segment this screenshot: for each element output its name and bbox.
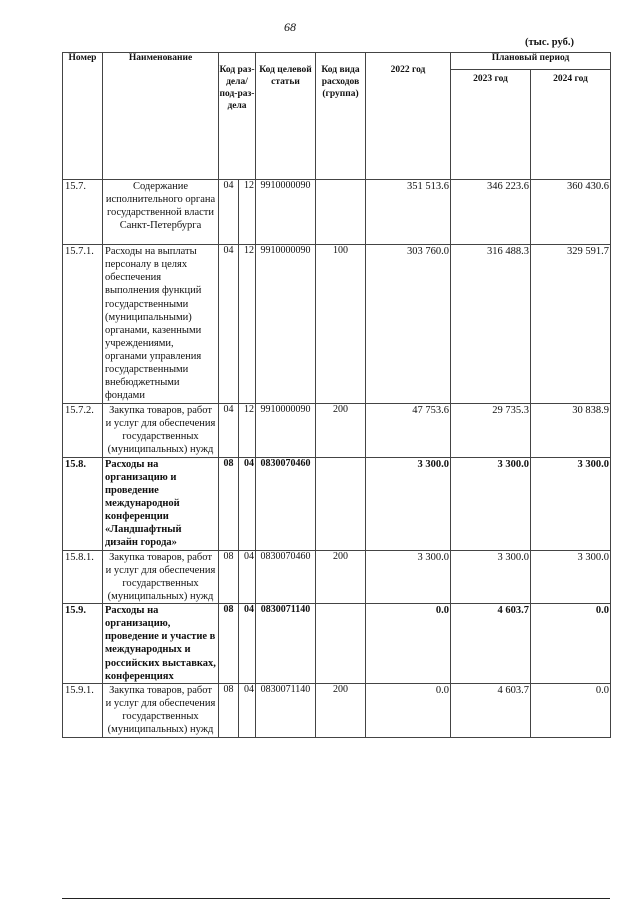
header-2024: 2024 год <box>531 70 611 180</box>
row-section: 08 <box>219 457 239 550</box>
row-target: 0830071140 <box>256 604 316 684</box>
header-number: Номер <box>63 53 103 180</box>
header-expense-type: Код вида расходов (группа) <box>316 53 366 180</box>
row-number: 15.7.2. <box>63 403 103 457</box>
header-section-code: Код раз-дела/ под-раз-дела <box>219 53 256 180</box>
row-type <box>316 457 366 550</box>
row-subsection: 12 <box>239 245 256 404</box>
row-name: Расходы на выплаты персоналу в целях обеспечения выполнения функций государственными (муниципальными) органами, казенными учреждениями, органами управления государственными внебюджетными фондами <box>103 245 219 404</box>
row-2024: 3 300.0 <box>531 457 611 550</box>
row-name: Закупка товаров, работ и услуг для обеспечения государственных (муниципальных) нужд <box>103 683 219 737</box>
header-row <box>63 53 611 70</box>
row-section: 04 <box>219 245 239 404</box>
row-target: 9910000090 <box>256 403 316 457</box>
row-2023: 29 735.3 <box>451 403 531 457</box>
row-type: 200 <box>316 550 366 604</box>
row-name: Закупка товаров, работ и услуг для обеспечения государственных (муниципальных) нужд <box>103 550 219 604</box>
row-2024: 0.0 <box>531 683 611 737</box>
header-2022: 2022 год <box>366 53 451 180</box>
row-section: 08 <box>219 683 239 737</box>
header-2023: 2023 год <box>451 70 531 180</box>
page-bottom-rule <box>62 898 610 899</box>
row-target: 0830070460 <box>256 550 316 604</box>
row-2023: 4 603.7 <box>451 604 531 684</box>
header-planned-period: Плановый период <box>451 53 611 70</box>
row-section: 04 <box>219 180 239 245</box>
row-subsection: 04 <box>239 550 256 604</box>
row-section: 08 <box>219 550 239 604</box>
table-row <box>63 180 611 245</box>
page-number: 68 <box>284 20 296 34</box>
row-2022: 0.0 <box>366 683 451 737</box>
table-row <box>63 550 611 604</box>
row-2024: 360 430.6 <box>531 180 611 245</box>
row-2023: 3 300.0 <box>451 457 531 550</box>
header-name: Наименование <box>103 53 219 180</box>
row-type: 200 <box>316 683 366 737</box>
header-target-code: Код целевой статьи <box>256 53 316 180</box>
row-subsection: 04 <box>239 683 256 737</box>
row-type <box>316 180 366 245</box>
table-row <box>63 403 611 457</box>
row-2022: 3 300.0 <box>366 457 451 550</box>
row-number: 15.9.1. <box>63 683 103 737</box>
row-name: Закупка товаров, работ и услуг для обеспечения государственных (муниципальных) нужд <box>103 403 219 457</box>
row-2024: 329 591.7 <box>531 245 611 404</box>
row-number: 15.8.1. <box>63 550 103 604</box>
row-number: 15.7.1. <box>63 245 103 404</box>
row-2024: 30 838.9 <box>531 403 611 457</box>
row-name: Расходы на организацию и проведение международной конференции «Ландшафтный дизайн города» <box>103 457 219 550</box>
row-2024: 3 300.0 <box>531 550 611 604</box>
row-name: Содержание исполнительного органа государственной власти Санкт-Петербурга <box>103 180 219 245</box>
row-2023: 3 300.0 <box>451 550 531 604</box>
unit-label: (тыс. руб.) <box>525 37 574 48</box>
row-target: 0830070460 <box>256 457 316 550</box>
row-section: 04 <box>219 403 239 457</box>
row-2022: 3 300.0 <box>366 550 451 604</box>
row-type: 200 <box>316 403 366 457</box>
table-row <box>63 683 611 737</box>
row-2023: 4 603.7 <box>451 683 531 737</box>
row-2022: 0.0 <box>366 604 451 684</box>
row-2022: 303 760.0 <box>366 245 451 404</box>
row-2024: 0.0 <box>531 604 611 684</box>
row-section: 08 <box>219 604 239 684</box>
budget-table <box>62 52 611 738</box>
row-2023: 346 223.6 <box>451 180 531 245</box>
row-subsection: 04 <box>239 604 256 684</box>
row-subsection: 04 <box>239 457 256 550</box>
row-subsection: 12 <box>239 403 256 457</box>
row-type: 100 <box>316 245 366 404</box>
row-2023: 316 488.3 <box>451 245 531 404</box>
row-number: 15.8. <box>63 457 103 550</box>
row-target: 9910000090 <box>256 180 316 245</box>
row-number: 15.7. <box>63 180 103 245</box>
table-row <box>63 457 611 550</box>
row-2022: 47 753.6 <box>366 403 451 457</box>
table-row <box>63 245 611 404</box>
row-target: 0830071140 <box>256 683 316 737</box>
row-name: Расходы на организацию, проведение и участие в международных и российских выставках, конференциях <box>103 604 219 684</box>
row-target: 9910000090 <box>256 245 316 404</box>
row-2022: 351 513.6 <box>366 180 451 245</box>
table-row <box>63 604 611 684</box>
row-number: 15.9. <box>63 604 103 684</box>
row-subsection: 12 <box>239 180 256 245</box>
row-type <box>316 604 366 684</box>
